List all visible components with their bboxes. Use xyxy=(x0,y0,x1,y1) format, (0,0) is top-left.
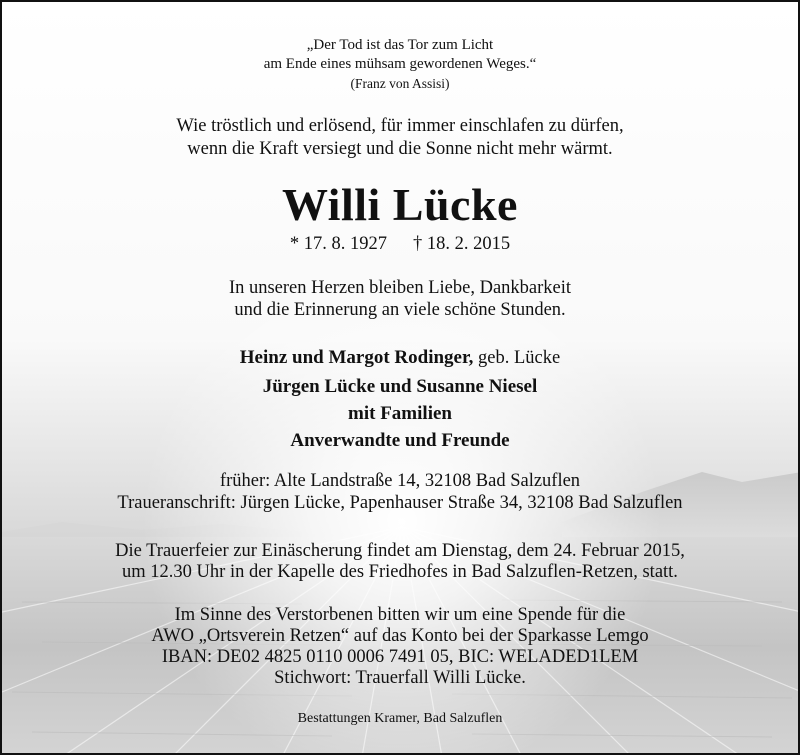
donation-keyword: Stichwort: Trauerfall Willi Lücke. xyxy=(274,668,526,688)
remembrance-line-1: In unseren Herzen bleiben Liebe, Dankbarkeit xyxy=(228,278,572,298)
donation-line-1: Im Sinne des Verstorbenen bitten wir um eine Spende für die xyxy=(174,605,626,625)
mourners-line-3: mit Familien xyxy=(348,403,452,424)
mourners-line-1 xyxy=(2,347,798,369)
quote-line-2: am Ende eines mühsam gewordenen Weges.“ xyxy=(263,56,537,72)
remembrance-line-2: und die Erinnerung an viele schöne Stunden. xyxy=(234,300,566,320)
quote-author: (Franz von Assisi) xyxy=(350,76,450,91)
death-date: † 18. 2. 2015 xyxy=(413,234,511,254)
mourners-line-1-note: geb. Lücke xyxy=(473,348,561,368)
birth-date: * 17. 8. 1927 xyxy=(289,234,387,254)
quote-line-1: „Der Tod ist das Tor zum Licht xyxy=(306,37,494,53)
mourners-line-1-names: Heinz und Margot Rodinger, xyxy=(239,347,474,368)
life-dates xyxy=(2,234,798,255)
ceremony-line-1: Die Trauerfeier zur Einäscherung findet am Dienstag, dem 24. Februar 2015, xyxy=(115,541,685,561)
verse-line-1: Wie tröstlich und erlösend, für immer einschlafen zu dürfen, xyxy=(176,116,624,136)
mourners-line-2: Jürgen Lücke und Susanne Niesel xyxy=(262,376,538,397)
ceremony-line-2: um 12.30 Uhr in der Kapelle des Friedhofes in Bad Salzuflen-Retzen, statt. xyxy=(122,562,678,582)
verse-line-2: wenn die Kraft versiegt und die Sonne nicht mehr wärmt. xyxy=(187,139,613,159)
donation-iban: IBAN: DE02 4825 0110 0006 7491 05, BIC: WELADED1LEM xyxy=(161,647,639,667)
mourners-line-4: Anverwandte und Freunde xyxy=(290,430,510,451)
donation-line-2: AWO „Ortsverein Retzen“ auf das Konto bei der Sparkasse Lemgo xyxy=(151,626,649,646)
former-address: früher: Alte Landstraße 14, 32108 Bad Salzuflen xyxy=(219,471,581,491)
deceased-name: Willi Lücke xyxy=(282,179,518,230)
mourning-address: Traueranschrift: Jürgen Lücke, Papenhauser Straße 34, 32108 Bad Salzuflen xyxy=(117,493,683,513)
undertaker: Bestattungen Kramer, Bad Salzuflen xyxy=(297,711,503,726)
